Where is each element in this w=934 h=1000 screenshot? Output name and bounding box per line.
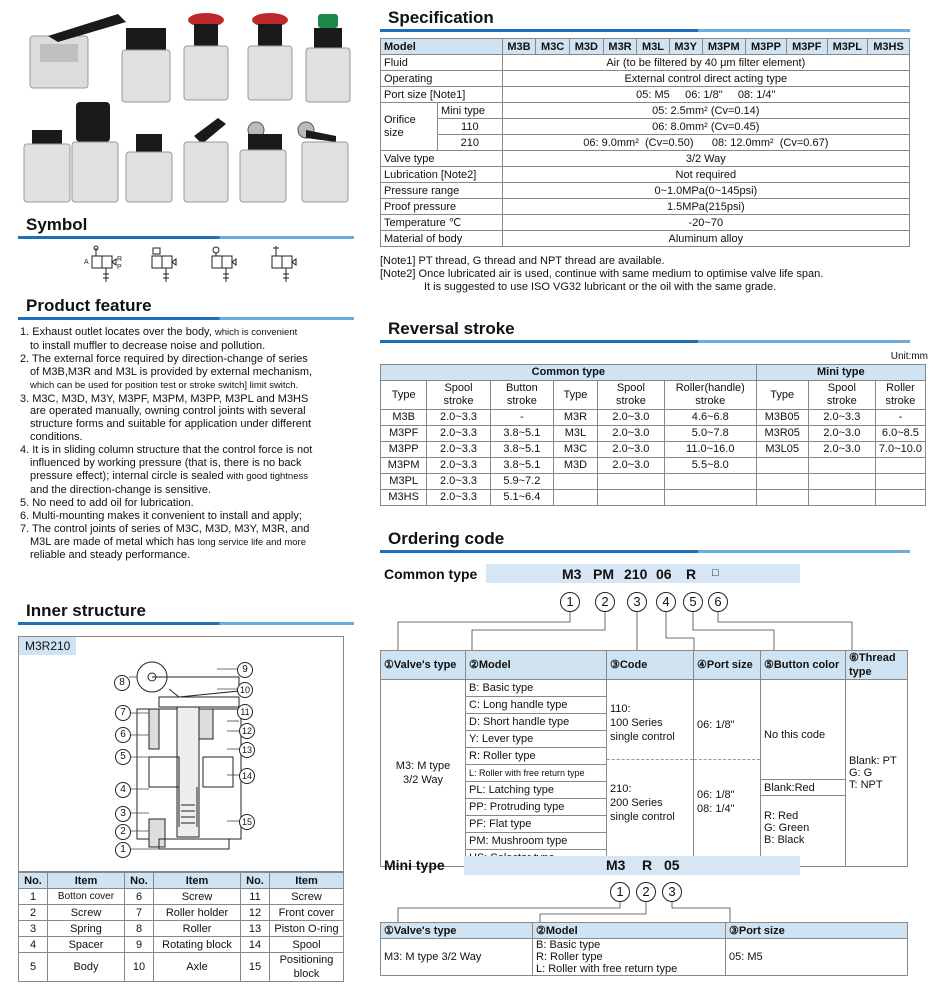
code-210: 210: 200 Series single control (610, 783, 675, 823)
button-none: No this code (761, 680, 845, 780)
spec-model-m3pl: M3PL (827, 39, 867, 55)
ord-model-list (466, 680, 607, 867)
item-name: Front cover (270, 905, 344, 921)
mini-code-r: R (642, 857, 653, 873)
inner-model-label: M3R210 (19, 637, 76, 655)
cell (875, 474, 925, 490)
common-code-210: 210 (624, 566, 648, 582)
callout-8: 8 (114, 675, 130, 691)
item-no: 12 (241, 905, 270, 921)
spec-model-m3b: M3B (502, 39, 536, 55)
ord-port-cell (694, 680, 761, 867)
item-name: Spring (48, 921, 125, 937)
col-header: Type (554, 381, 598, 410)
ord-header: ①Valve's type (381, 651, 466, 680)
table-row (381, 103, 910, 119)
spec-model-m3pm: M3PM (702, 39, 745, 55)
ordering-header-row (381, 651, 908, 680)
items-header-item: Item (48, 873, 125, 889)
symbol-diagrams (80, 242, 310, 286)
callout-2: 2 (115, 824, 131, 840)
cell: 2.0~3.0 (597, 426, 664, 442)
item-no: 2 (19, 905, 48, 921)
common-code-pm: PM (593, 566, 614, 582)
spec-sublabel: 110 (438, 119, 503, 135)
cell: 2.0~3.0 (597, 458, 664, 474)
cell: M3R (554, 410, 598, 426)
cell (597, 490, 664, 506)
callout-11: 11 (237, 704, 253, 720)
callout-10: 10 (237, 682, 253, 698)
table-row (381, 490, 926, 506)
port-210: 06: 1/8" 08: 1/4" (697, 789, 735, 815)
valve-mushroom-red-2 (248, 13, 292, 100)
spec-note-2-cont: It is suggested to use ISO VG32 lubricant or the oil with the same grade. (424, 281, 777, 293)
callout-13: 13 (239, 742, 255, 758)
item-name: Axle (154, 953, 241, 982)
ord-valve-type: M3: M type 3/2 Way (381, 680, 466, 867)
ord-code-cell (607, 680, 694, 867)
col-header: Roller(handle) stroke (664, 381, 756, 410)
table-row (381, 55, 910, 71)
spec-label: Fluid (381, 55, 503, 71)
cell: 11.0~16.0 (664, 442, 756, 458)
cell: M3HS (381, 490, 427, 506)
cell: 5.1~6.4 (490, 490, 553, 506)
cell: 2.0~3.3 (427, 442, 490, 458)
spec-sublabel: Mini type (438, 103, 503, 119)
reversal-stroke-title: Reversal stroke (388, 319, 515, 338)
cell: M3PL (381, 474, 427, 490)
common-code-thread: □ (712, 567, 719, 579)
valve-roller-1 (240, 122, 286, 202)
col-header: Spool stroke (808, 381, 875, 410)
valve-green-button (306, 14, 350, 102)
callout-9: 9 (237, 662, 253, 678)
cell (554, 474, 598, 490)
cell: M3R05 (756, 426, 808, 442)
reversal-column-header (381, 381, 926, 410)
cell: 6.0~8.5 (875, 426, 925, 442)
specification-table (380, 38, 910, 247)
reversal-group-header (381, 365, 926, 381)
mini-code-m3: M3 (606, 857, 626, 873)
cell (808, 490, 875, 506)
cell (756, 490, 808, 506)
col-header: Spool stroke (427, 381, 490, 410)
ordering-code-title-bar (380, 550, 910, 553)
cell: M3B (381, 410, 427, 426)
item-no: 3 (19, 921, 48, 937)
specification-title-bar (380, 29, 910, 32)
mini-header: ①Valve's type (381, 923, 533, 939)
feature-7: 7. The control joints of series of M3C, M3D, M3Y, M3R, and M3L are made of metal which has long service life and more reliable and steady performance. (20, 522, 310, 562)
spec-note-1: [Note1] PT thread, G thread and NPT thread are available. (380, 255, 665, 267)
ord-header: ⑤Button color (761, 651, 846, 680)
col-header: Roller stroke (875, 381, 925, 410)
table-row (381, 458, 926, 474)
cell: 3.8~5.1 (490, 458, 553, 474)
cell (875, 490, 925, 506)
mini-models: B: Basic type R: Roller type L: Roller with free return type (533, 939, 726, 976)
cell: M3B05 (756, 410, 808, 426)
callout-6: 6 (115, 727, 131, 743)
mini-code-05: 05 (664, 857, 680, 873)
valve-photo-illustration (18, 6, 353, 212)
item-name: Piston O-ring (270, 921, 344, 937)
item-name: Spool (270, 937, 344, 953)
specification-title: Specification (388, 8, 494, 27)
spec-model-m3r: M3R (603, 39, 637, 55)
table-row (381, 474, 926, 490)
mini-header: ③Port size (726, 923, 908, 939)
ord-header: ④Port size (694, 651, 761, 680)
symbol-title-bar (18, 236, 354, 239)
col-header: Button stroke (490, 381, 553, 410)
table-row (381, 442, 926, 458)
spec-label: Pressure range (381, 183, 503, 199)
callout-1: 1 (115, 842, 131, 858)
ord-header: ⑥Thread type (846, 651, 908, 680)
cell: M3L (554, 426, 598, 442)
cell: 2.0~3.3 (427, 490, 490, 506)
reversal-unit: Unit:mm (890, 351, 928, 362)
callout-12: 12 (239, 723, 255, 739)
mini-circle-1: 1 (610, 882, 630, 902)
spec-note-2: [Note2] Once lubricated air is used, continue with same medium to optimise valve life span. (380, 268, 824, 280)
code-circle-4: 4 (656, 592, 676, 612)
items-header-item: Item (270, 873, 344, 889)
valve-roller-2 (298, 122, 348, 202)
item-no: 13 (241, 921, 270, 937)
spec-label: Valve type (381, 151, 503, 167)
spec-value: 06: 9.0mm² (Cv=0.50) 08: 12.0mm² (Cv=0.67) (502, 135, 909, 151)
spec-value: Aluminum alloy (502, 231, 909, 247)
cell (756, 474, 808, 490)
table-row (19, 953, 344, 982)
common-code-m3: M3 (562, 566, 582, 582)
item-no: 5 (19, 953, 48, 982)
spec-model-m3pp: M3PP (745, 39, 786, 55)
valve-selector (72, 102, 118, 202)
mini-type-label: Mini type (384, 857, 445, 873)
table-row (19, 889, 344, 905)
col-header: Type (381, 381, 427, 410)
code-circle-1: 1 (560, 592, 580, 612)
table-row (381, 215, 910, 231)
cell (664, 474, 756, 490)
items-header-row (19, 873, 344, 889)
items-header-no: No. (125, 873, 154, 889)
inner-structure-diagram (18, 636, 344, 872)
inner-structure-title: Inner structure (26, 601, 146, 620)
code-circle-3: 3 (627, 592, 647, 612)
item-name: Rotating block (154, 937, 241, 953)
spec-model-m3pf: M3PF (787, 39, 827, 55)
cell: M3L05 (756, 442, 808, 458)
cell: 2.0~3.3 (427, 474, 490, 490)
spec-label: Temperature ℃ (381, 215, 503, 231)
product-feature-title: Product feature (26, 296, 152, 315)
cell (875, 458, 925, 474)
cell: 2.0~3.0 (597, 442, 664, 458)
button-colors: R: Red G: Green B: Black (764, 810, 810, 846)
feature-4: 4. It is in sliding column structure that the control force is not influenced by working pressure (that is, there is no back pressure effect); internal circle is sealed with good tightness and the direction-change is sensitive. (20, 444, 313, 496)
mini-header: ②Model (533, 923, 726, 939)
table-row (19, 921, 344, 937)
model-option: D: Short handle type (466, 714, 606, 731)
product-feature-title-bar (18, 317, 354, 320)
spec-model-row (381, 39, 910, 55)
item-name: Screw (48, 905, 125, 921)
code-circle-2: 2 (595, 592, 615, 612)
cell: 3.8~5.1 (490, 426, 553, 442)
cell: - (875, 410, 925, 426)
table-row (381, 87, 910, 103)
items-header-item: Item (154, 873, 241, 889)
model-option: L: Roller with free return type (466, 765, 606, 782)
feature-5: 5. No need to add oil for lubrication. (20, 496, 194, 509)
callout-14: 14 (239, 768, 255, 784)
spec-model-m3l: M3L (637, 39, 669, 55)
col-header: Spool stroke (597, 381, 664, 410)
table-row (381, 426, 926, 442)
cell: M3D (554, 458, 598, 474)
table-row (381, 151, 910, 167)
symbol-letter-a: A (84, 259, 89, 266)
cell: 5.5~8.0 (664, 458, 756, 474)
common-ordering-table (380, 650, 908, 867)
spec-label: Port size [Note1] (381, 87, 503, 103)
cell: 2.0~3.0 (808, 442, 875, 458)
cell: 5.0~7.8 (664, 426, 756, 442)
spec-value: 1.5MPa(215psi) (502, 199, 909, 215)
reversal-mini-header: Mini type (756, 365, 925, 381)
item-name: Screw (154, 889, 241, 905)
item-no: 4 (19, 937, 48, 953)
cell (554, 490, 598, 506)
spec-sublabel: 210 (438, 135, 503, 151)
item-name: Roller (154, 921, 241, 937)
model-option: PP: Protruding type (466, 799, 606, 816)
model-option: PM: Mushroom type (466, 833, 606, 850)
spec-value: 06: 8.0mm² (Cv=0.45) (502, 119, 909, 135)
reversal-stroke-title-bar (380, 340, 910, 343)
code-circle-6: 6 (708, 592, 728, 612)
product-photos (18, 6, 353, 212)
inner-items-table (18, 872, 344, 982)
valve-protruding (126, 134, 172, 202)
reversal-stroke-table (380, 364, 926, 506)
cell: 2.0~3.3 (427, 410, 490, 426)
callout-7: 7 (115, 705, 131, 721)
table-row (381, 183, 910, 199)
ordering-body-row (381, 680, 908, 867)
cell (597, 474, 664, 490)
product-feature-list (20, 326, 365, 562)
table-row (381, 167, 910, 183)
spec-label: Material of body (381, 231, 503, 247)
mini-leader-lines (380, 902, 920, 924)
reversal-common-header: Common type (381, 365, 757, 381)
valve-flat (24, 130, 70, 202)
cross-section-drawing (19, 637, 343, 871)
item-no: 15 (241, 953, 270, 982)
cell: 7.0~10.0 (875, 442, 925, 458)
spec-label: Proof pressure (381, 199, 503, 215)
table-row (381, 199, 910, 215)
table-row (381, 119, 910, 135)
ord-header: ③Code (607, 651, 694, 680)
table-row (381, 71, 910, 87)
model-option: PL: Latching type (466, 782, 606, 799)
item-no: 8 (125, 921, 154, 937)
mini-body-row (381, 939, 908, 976)
spec-notes (380, 255, 925, 294)
model-option: Y: Lever type (466, 731, 606, 748)
spec-model-m3c: M3C (536, 39, 570, 55)
cell: 3.8~5.1 (490, 442, 553, 458)
cell (808, 458, 875, 474)
item-name: Body (48, 953, 125, 982)
spec-model-m3y: M3Y (669, 39, 702, 55)
table-row (19, 905, 344, 921)
symbol-letter-p: P (117, 264, 122, 271)
cell: 2.0~3.3 (427, 426, 490, 442)
item-no: 11 (241, 889, 270, 905)
ord-header: ②Model (466, 651, 607, 680)
mini-header-row (381, 923, 908, 939)
item-name: Spacer (48, 937, 125, 953)
mini-valve-type: M3: M type 3/2 Way (381, 939, 533, 976)
cell (756, 458, 808, 474)
code-leader-lines (380, 612, 920, 652)
callout-4: 4 (115, 782, 131, 798)
valve-mushroom-red-1 (184, 13, 228, 100)
mini-port: 05: M5 (726, 939, 908, 976)
cell (664, 490, 756, 506)
model-option: PF: Flat type (466, 816, 606, 833)
spec-label: Orifice size (381, 103, 438, 151)
common-type-label: Common type (384, 566, 478, 582)
spec-label: Lubrication [Note2] (381, 167, 503, 183)
callout-15: 15 (239, 814, 255, 830)
item-no: 9 (125, 937, 154, 953)
feature-3: 3. M3C, M3D, M3Y, M3PF, M3PM, M3PP, M3PL and M3HS are operated manually, owning control joints with several structure forms and suitable for application under different conditions. (20, 392, 312, 444)
callout-3: 3 (115, 806, 131, 822)
model-option: C: Long handle type (466, 697, 606, 714)
table-row (381, 410, 926, 426)
cell: - (490, 410, 553, 426)
button-blank-red: Blank:Red (761, 780, 845, 796)
inner-structure-title-bar (18, 622, 354, 625)
spec-value: 05: 2.5mm² (Cv=0.14) (502, 103, 909, 119)
spec-label: Operating (381, 71, 503, 87)
mini-circle-3: 3 (662, 882, 682, 902)
items-header-no: No. (241, 873, 270, 889)
table-row (381, 135, 910, 151)
valve-lever (30, 14, 126, 88)
cell: 4.6~6.8 (664, 410, 756, 426)
feature-1: 1. Exhaust outlet locates over the body, which is convenient to install muffler to decrease noise and pollution. (20, 326, 298, 352)
valve-basic (122, 28, 170, 102)
common-code-r: R (686, 566, 697, 582)
ord-button-color-cell (761, 680, 846, 867)
cell: 2.0~3.0 (597, 410, 664, 426)
feature-2: 2. The external force required by direction-change of series of M3B,M3R and M3L is provided by external mechanism, which can be used for position test or stroke switch] limit switch. (20, 352, 313, 391)
port-110: 06: 1/8" (694, 680, 760, 760)
cell: M3PP (381, 442, 427, 458)
cell (808, 474, 875, 490)
table-row (19, 937, 344, 953)
code-110: 110: 100 Series single control (607, 680, 693, 760)
cell: 2.0~3.3 (808, 410, 875, 426)
spec-model-label: Model (381, 39, 503, 55)
spec-value: 3/2 Way (502, 151, 909, 167)
item-name: Roller holder (154, 905, 241, 921)
spec-value: 05: M5 06: 1/8" 08: 1/4" (502, 87, 909, 103)
symbol-title: Symbol (26, 215, 88, 234)
item-no: 6 (125, 889, 154, 905)
cell: 2.0~3.3 (427, 458, 490, 474)
valve-short-handle (184, 118, 228, 202)
item-no: 10 (125, 953, 154, 982)
item-name: Positioning block (270, 953, 344, 982)
spec-model-m3d: M3D (570, 39, 604, 55)
pneumatic-symbols (80, 242, 310, 286)
callout-5: 5 (115, 749, 131, 765)
cell: 5.9~7.2 (490, 474, 553, 490)
item-no: 7 (125, 905, 154, 921)
model-option: B: Basic type (466, 680, 606, 697)
spec-value: 0~1.0MPa(0~145psi) (502, 183, 909, 199)
cell: 2.0~3.0 (808, 426, 875, 442)
feature-6: 6. Multi-mounting makes it convenient to install and apply; (20, 509, 302, 522)
symbol-letter-r: R (117, 256, 123, 263)
ord-thread-cell: Blank: PT G: G T: NPT (846, 680, 908, 867)
code-circle-5: 5 (683, 592, 703, 612)
item-no: 1 (19, 889, 48, 905)
spec-value: Not required (502, 167, 909, 183)
col-header: Type (756, 381, 808, 410)
items-header-no: No. (19, 873, 48, 889)
item-no: 14 (241, 937, 270, 953)
common-code-06: 06 (656, 566, 672, 582)
cell: M3PM (381, 458, 427, 474)
spec-value: External control direct acting type (502, 71, 909, 87)
cell: M3C (554, 442, 598, 458)
model-option: R: Roller type (466, 748, 606, 765)
item-name: Botton cover (48, 889, 125, 905)
cell: M3PF (381, 426, 427, 442)
spec-value: Air (to be filtered by 40 μm filter element) (502, 55, 909, 71)
spec-value: -20~70 (502, 215, 909, 231)
item-name: Screw (270, 889, 344, 905)
spec-model-m3hs: M3HS (868, 39, 910, 55)
table-row (381, 231, 910, 247)
ordering-code-title: Ordering code (388, 529, 505, 548)
mini-code-bar (464, 856, 800, 875)
mini-circle-2: 2 (636, 882, 656, 902)
mini-ordering-table (380, 922, 908, 976)
